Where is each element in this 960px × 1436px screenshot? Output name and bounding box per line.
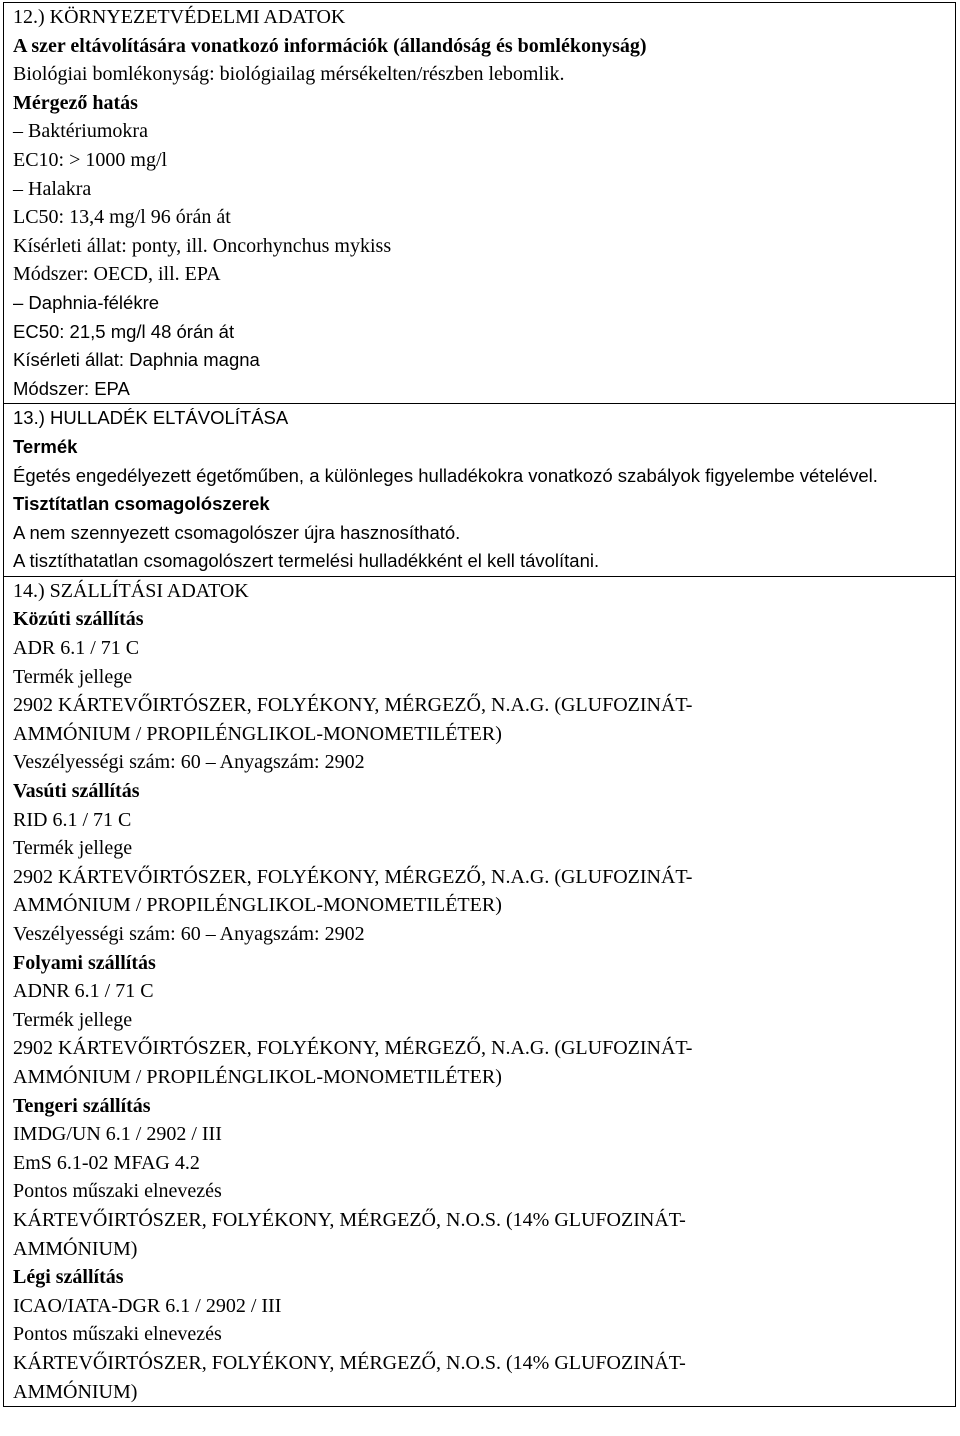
packaging-text-removal: A tisztíthatatlan csomagolószert termelési hulladékként el kell távolítani. xyxy=(13,550,600,572)
road-hazard-number: Veszélyességi szám: 60 – Anyagszám: 2902 xyxy=(13,751,365,774)
section-disposal xyxy=(4,404,955,577)
biodegradability-text: Biológiai bomlékonyság: biológiailag mérsékelten/részben lebomlik. xyxy=(13,63,565,86)
sea-technical-name-2: AMMÓNIUM) xyxy=(13,1237,138,1260)
fish-lc50: LC50: 13,4 mg/l 96 órán át xyxy=(13,206,231,229)
river-transport-title: Folyami szállítás xyxy=(13,951,156,974)
removal-info-title: A szer eltávolítására vonatkozó információk (állandóság és bomlékonyság) xyxy=(13,34,647,57)
rail-shipping-name-2: AMMÓNIUM / PROPILÉNGLIKOL-MONOMETILÉTER) xyxy=(13,894,502,917)
fish-method: Módszer: OECD, ill. EPA xyxy=(13,263,221,286)
packaging-text-reuse: A nem szennyezett csomagolószer újra hasznosítható. xyxy=(13,521,461,543)
sea-ems: EmS 6.1-02 MFAG 4.2 xyxy=(13,1151,200,1174)
air-technical-name-2: AMMÓNIUM) xyxy=(13,1380,138,1403)
rail-class: RID 6.1 / 71 C xyxy=(13,808,132,831)
river-product-nature: Termék jellege xyxy=(13,1008,133,1031)
sea-technical-name-label: Pontos műszaki elnevezés xyxy=(13,1180,222,1203)
bacteria-ec10: EC10: > 1000 mg/l xyxy=(13,148,168,171)
road-class: ADR 6.1 / 71 C xyxy=(13,637,140,660)
section-transport xyxy=(4,577,955,1406)
air-class: ICAO/IATA-DGR 6.1 / 2902 / III xyxy=(13,1294,282,1317)
road-transport-title: Közúti szállítás xyxy=(13,608,144,631)
fish-test-animal: Kísérleti állat: ponty, ill. Oncorhynchus mykiss xyxy=(13,234,392,257)
rail-shipping-name-1: 2902 KÁRTEVŐIRTÓSZER, FOLYÉKONY, MÉRGEZŐ, N.A.G. (GLUFOZINÁT- xyxy=(13,865,693,888)
section-12-heading: 12.) KÖRNYEZETVÉDELMI ADATOK xyxy=(13,6,346,28)
daphnia-test-animal: Kísérleti állat: Daphnia magna xyxy=(13,349,260,371)
road-product-nature: Termék jellege xyxy=(13,665,133,688)
road-shipping-name-2: AMMÓNIUM / PROPILÉNGLIKOL-MONOMETILÉTER) xyxy=(13,722,502,745)
toxicity-title: Mérgező hatás xyxy=(13,91,138,114)
bacteria-label: – Baktériumokra xyxy=(13,120,148,143)
fish-label: – Halakra xyxy=(13,177,92,200)
air-technical-name-label: Pontos műszaki elnevezés xyxy=(13,1323,222,1346)
product-title: Termék xyxy=(13,435,78,457)
safety-data-sheet xyxy=(3,2,956,1407)
sea-class: IMDG/UN 6.1 / 2902 / III xyxy=(13,1123,222,1146)
river-shipping-name-1: 2902 KÁRTEVŐIRTÓSZER, FOLYÉKONY, MÉRGEZŐ, N.A.G. (GLUFOZINÁT- xyxy=(13,1037,693,1060)
daphnia-method: Módszer: EPA xyxy=(13,377,130,399)
packaging-title: Tisztítatlan csomagolószerek xyxy=(13,493,270,515)
section-environmental xyxy=(4,3,955,404)
rail-transport-title: Vasúti szállítás xyxy=(13,780,140,803)
section-14-heading: 14.) SZÁLLÍTÁSI ADATOK xyxy=(13,579,249,602)
rail-hazard-number: Veszélyességi szám: 60 – Anyagszám: 2902 xyxy=(13,923,365,945)
sea-transport-title: Tengeri szállítás xyxy=(13,1094,151,1117)
air-transport-title: Légi szállítás xyxy=(13,1266,124,1289)
rail-product-nature: Termék jellege xyxy=(13,837,133,860)
road-shipping-name-1: 2902 KÁRTEVŐIRTÓSZER, FOLYÉKONY, MÉRGEZŐ, N.A.G. (GLUFOZINÁT- xyxy=(13,694,693,717)
air-technical-name-1: KÁRTEVŐIRTÓSZER, FOLYÉKONY, MÉRGEZŐ, N.O.S. (14% GLUFOZINÁT- xyxy=(13,1351,686,1374)
daphnia-label: – Daphnia-félékre xyxy=(13,291,160,313)
section-13-heading: 13.) HULLADÉK ELTÁVOLÍTÁSA xyxy=(13,407,289,429)
product-disposal-text: Égetés engedélyezett égetőműben, a különleges hulladékokra vonatkozó szabályok figyelembe vételével. xyxy=(13,464,878,486)
river-class: ADNR 6.1 / 71 C xyxy=(13,980,154,1003)
daphnia-ec50: EC50: 21,5 mg/l 48 órán át xyxy=(13,320,235,342)
sea-technical-name-1: KÁRTEVŐIRTÓSZER, FOLYÉKONY, MÉRGEZŐ, N.O.S. (14% GLUFOZINÁT- xyxy=(13,1208,686,1231)
river-shipping-name-2: AMMÓNIUM / PROPILÉNGLIKOL-MONOMETILÉTER) xyxy=(13,1065,502,1088)
